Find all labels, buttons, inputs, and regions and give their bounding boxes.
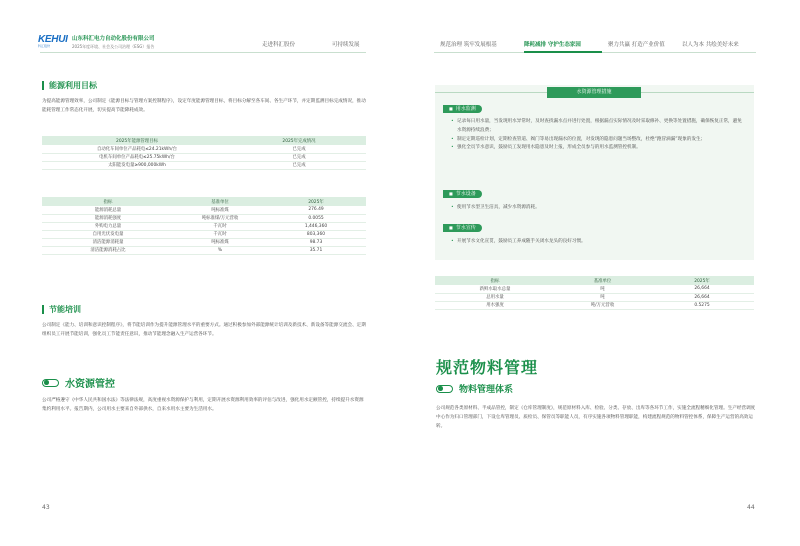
table-cell: % bbox=[174, 246, 266, 254]
table-cell: 0.0055 bbox=[266, 214, 366, 222]
energy-target-title bbox=[42, 80, 97, 91]
table-cell: 吨/万元营收 bbox=[555, 301, 650, 309]
energy-target-table bbox=[42, 136, 366, 170]
table-row bbox=[42, 214, 366, 222]
table-cell: 太阳能发电量≥900,000kWh bbox=[42, 161, 232, 169]
table-cell: 98.73 bbox=[266, 238, 366, 246]
table-cell: 吨 bbox=[555, 285, 650, 293]
table-cell: 26,664 bbox=[650, 285, 754, 293]
table-row bbox=[42, 246, 366, 254]
table-cell: 吨标准煤 bbox=[174, 206, 266, 214]
logo-text: KEHUI bbox=[38, 34, 68, 45]
energy-training-paragraph: 公司制定《能力、培训和意识控制程序》，将节能培训作为提升能源管理水平的重要方式。通过积极参加外部能源统计培训及新技术、新设备等能源交流会、定期组织员工开展节能培训，强化员工节能责任意识，推动节能理念融入生产运营各环节。 bbox=[42, 323, 366, 337]
table-cell: 26,664 bbox=[650, 293, 754, 301]
table-cell: 已完成 bbox=[232, 145, 366, 153]
table-header: 指标 bbox=[42, 197, 174, 206]
page-number-left: 43 bbox=[42, 504, 50, 511]
water-monitoring-label bbox=[443, 105, 482, 113]
title-bar-mark bbox=[42, 305, 44, 314]
table-cell: 清洁能源消耗量 bbox=[42, 238, 174, 246]
table-cell: 0.5275 bbox=[650, 301, 754, 309]
report-name: 2025年度环境、社会及公司治理（ESG）报告 bbox=[72, 44, 155, 49]
water-saving-equipment-label bbox=[443, 190, 482, 198]
nav-item-governance[interactable]: 规范治理 筑牢发展根基 bbox=[440, 42, 497, 48]
nav-item-people[interactable]: 以人为本 共绘美好未来 bbox=[682, 42, 739, 48]
list-item: • 记录每日用水量，当发现用水异常时，及时查找漏水点并进行处置，根据漏点实际情况及时采取修补、更换等处置措施，确保恢复正常，避免水资源持续浪费； bbox=[451, 118, 745, 136]
table-cell: 外购电力总量 bbox=[42, 222, 174, 230]
toggle-icon bbox=[42, 379, 59, 387]
water-saving-equipment-label-text: 节水设备 bbox=[455, 191, 476, 197]
water-saving-promotion-label bbox=[443, 224, 482, 232]
material-system-title-text: 物料管理体系 bbox=[459, 385, 514, 395]
water-management-paragraph: 公司严格遵守《中华人民共和国水法》等法律法规，高度重视水资源保护与利用，定期开展水资源利用效率的评估与改进，强化用水定额管控，持续提升水资源集约利用水平。报告期内，公司用水主要来自外部供水，自来水用水主要为生活用水。 bbox=[42, 398, 364, 412]
energy-target-paragraph: 为提高能源管理效率，公司制定《能源目标与管理方案控制程序》，设定年度能源管理目标，将目标分解至各车间、各生产环节，并定期监测目标完成情况，推动能耗管理工作常态化开展，切实提高节能降耗成效。 bbox=[42, 99, 366, 113]
water-management-title-text: 水资源管控 bbox=[65, 379, 115, 390]
table-cell: 吨 bbox=[555, 293, 650, 301]
header-divider-left bbox=[40, 52, 366, 53]
water-monitoring-label-text: 用水监测 bbox=[455, 106, 476, 112]
list-item: • 使用节水型卫生洁具，减少水资源消耗。 bbox=[451, 204, 745, 213]
table-cell: 清洁能源消耗占比 bbox=[42, 246, 174, 254]
table-cell: 能源消耗强度 bbox=[42, 214, 174, 222]
table-row bbox=[42, 238, 366, 246]
table-cell: 千瓦时 bbox=[174, 230, 266, 238]
nav-item-about[interactable]: 走进科汇股份 bbox=[262, 42, 296, 48]
nav-item-industry[interactable]: 聚力共赢 打造产业价值 bbox=[608, 42, 665, 48]
table-cell: 已完成 bbox=[232, 153, 366, 161]
water-saving-equipment-list bbox=[451, 204, 745, 213]
table-cell: 803,360 bbox=[266, 230, 366, 238]
table-cell: 总用水量 bbox=[435, 293, 555, 301]
table-cell: 已完成 bbox=[232, 161, 366, 169]
table-row bbox=[42, 161, 366, 169]
water-measures-panel bbox=[435, 85, 754, 260]
company-name: 山东科汇电力自动化股份有限公司 bbox=[72, 36, 155, 42]
table-cell: 吨标准煤/万元营收 bbox=[174, 214, 266, 222]
table-row bbox=[435, 285, 754, 293]
drop-icon: ■ bbox=[449, 106, 453, 111]
table-row bbox=[42, 230, 366, 238]
table-cell: 35.71 bbox=[266, 246, 366, 254]
drop-icon: ■ bbox=[449, 191, 453, 196]
nav-item-environment[interactable]: 降耗减排 守护生态家园 bbox=[524, 42, 581, 48]
table-header: 指标 bbox=[435, 276, 555, 285]
drop-icon: ■ bbox=[449, 225, 453, 230]
table-header: 2025年 bbox=[650, 276, 754, 285]
table-row bbox=[42, 145, 366, 153]
water-management-title bbox=[42, 375, 115, 390]
list-item: • 制定定期巡检计划，定期检查管道、阀门等易出现漏水的位置，对发现的隐患问题当场整改，杜绝“跑冒滴漏”现象的发生； bbox=[451, 136, 745, 145]
list-item: • 强化全员节水意识，鼓励员工发现用水隐患及时上报，形成全员参与的用水监测管控机制。 bbox=[451, 144, 745, 153]
table-header: 2025年完成情况 bbox=[232, 136, 366, 145]
energy-consumption-table bbox=[42, 197, 366, 255]
table-cell: 1,446,360 bbox=[266, 222, 366, 230]
water-consumption-table bbox=[435, 276, 754, 310]
water-monitoring-list bbox=[451, 118, 745, 153]
energy-target-title-text: 能源利用目标 bbox=[49, 81, 97, 90]
company-logo bbox=[38, 34, 68, 48]
table-cell: 自动化车间单位产品耗电≤24.21kWh/台 bbox=[42, 145, 232, 153]
water-saving-promotion-list bbox=[451, 238, 745, 247]
table-cell: 能源消耗总量 bbox=[42, 206, 174, 214]
table-cell: 用水强度 bbox=[435, 301, 555, 309]
logo-subtext: 科汇股份 bbox=[38, 44, 51, 48]
water-saving-promotion-label-text: 节水宣传 bbox=[455, 225, 476, 231]
table-cell: 吨标准煤 bbox=[174, 238, 266, 246]
table-header: 2025年能源管理目标 bbox=[42, 136, 232, 145]
table-row bbox=[42, 206, 366, 214]
table-row bbox=[435, 293, 754, 301]
water-measures-panel-title: 水资源管理措施 bbox=[547, 87, 641, 98]
table-cell: 千瓦时 bbox=[174, 222, 266, 230]
page-number-right: 44 bbox=[747, 504, 755, 511]
energy-training-title-text: 节能培训 bbox=[49, 305, 81, 314]
material-management-heading: 规范物料管理 bbox=[436, 358, 539, 377]
table-row bbox=[42, 222, 366, 230]
active-nav-underline bbox=[524, 51, 602, 53]
table-header: 2025年 bbox=[266, 197, 366, 206]
table-row bbox=[42, 153, 366, 161]
table-cell: 276.49 bbox=[266, 206, 366, 214]
material-system-title bbox=[436, 382, 513, 395]
table-cell: 电机车间单位产品耗电≤25.75kWh/台 bbox=[42, 153, 232, 161]
page-header bbox=[0, 0, 800, 56]
material-system-paragraph: 公司规范各类原材料、半成品管控，制定《仓库管理制度》，规范原材料入库、检验、分类、存放、出库等各环节工作，实施全流程精细化管理。生产经营调度中心作为归口管理部门，下设仓库管理员、质检员、保管员等职能人员，有序实施各项物料管理职能，构建流程规范的物料管控体系，保障生产运营的高效运转。 bbox=[436, 406, 756, 429]
table-header: 基准单位 bbox=[555, 276, 650, 285]
energy-training-title bbox=[42, 304, 81, 315]
title-bar-mark bbox=[42, 81, 44, 90]
table-header: 基准单位 bbox=[174, 197, 266, 206]
table-cell: 自用光伏发电量 bbox=[42, 230, 174, 238]
table-cell: 新鲜水取水总量 bbox=[435, 285, 555, 293]
table-row bbox=[435, 301, 754, 309]
toggle-icon bbox=[436, 385, 453, 393]
nav-item-sustainability[interactable]: 可持续发展 bbox=[332, 42, 360, 48]
list-item: • 开展节水文化宣贯，鼓励员工养成随手关闭水龙头的良好习惯。 bbox=[451, 238, 745, 247]
